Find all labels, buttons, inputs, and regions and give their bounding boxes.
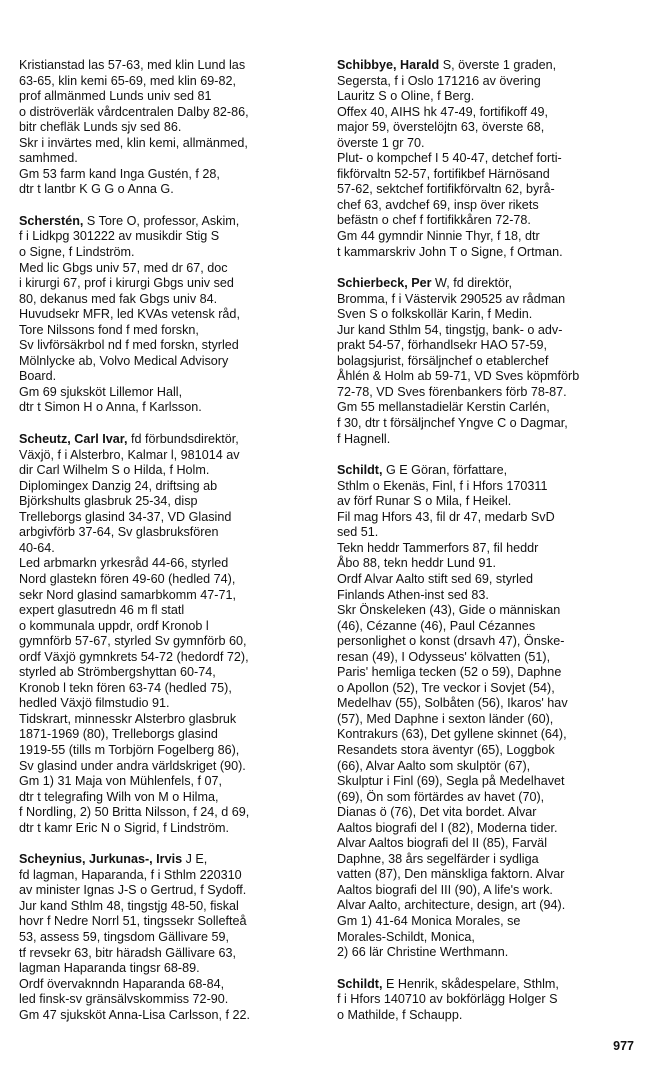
entry-line: dtr t Simon H o Anna, f Karlsson. [19,400,202,415]
biography-entry [337,58,647,260]
entry-line: Åhlén & Holm ab 59-71, VD Sves köpmförb [337,369,580,384]
entry-line: Lauritz S o Oline, f Berg. [337,89,475,104]
entry-headword: Schildt, [337,976,383,991]
entry-line: o Apollon (52), Tre veckor i Sovjet (54), [337,680,555,695]
biography-entry [337,977,647,1024]
entry-line: (57), Med Daphne i sexton länder (60), [337,711,554,726]
entry-line: Paris' hemliga tecken (52 o 59), Daphne [337,665,562,680]
entry-line: Resandets stora äventyr (65), Loggbok [337,742,555,757]
biography-entry [337,276,647,447]
entry-first-line-text: fd förbundsdirektör, [131,432,239,447]
entry-line: Plut- o kompchef I 5 40-47, detchef forti- [337,151,562,166]
entry-line: Gm 47 sjuksköt Anna-Lisa Carlsson, f 22. [19,1007,250,1022]
entry-line: o diströverläk vårdcentralen Dalby 82-86, [19,104,249,119]
entry-line: överste 1 gr 70. [337,135,425,150]
entry-headword: Scheynius, Jurkunas-, Irvis [19,852,183,867]
entry-line: 72-78, VD Sves förenbankers förb 78-87. [337,384,567,399]
entry-line: Åbo 88, tekn heddr Lund 91. [337,556,496,571]
entry-line: samhmed. [19,151,78,166]
entry-first-line [337,58,647,74]
entry-line: Gm 44 gymndir Ninnie Thyr, f 18, dtr [337,229,540,244]
entry-line: (66), Alvar Aalto som skulptör (67), [337,758,531,773]
entry-line: Gm 69 sjuksköt Lillemor Hall, [19,384,183,399]
entry-line: f i Hfors 140710 av bokförlägg Holger S [337,992,558,1007]
entry-first-line [337,463,647,479]
entry-line: dtr t kamr Eric N o Sigrid, f Lindström. [19,820,229,835]
entry-line: chef 63, avdchef 69, insp över rikets [337,197,539,212]
right-column [337,58,647,1039]
entry-line: Gm 1) 31 Maja von Mühlenfels, f 07, [19,774,222,789]
entry-headword: Schildt, [337,463,383,478]
entry-line: Aaltos biografi del III (90), A life's work. [337,882,553,897]
entry-line: fikförvaltn 52-57, fortifikbef Härnösand [337,166,550,181]
entry-line: o Mathilde, f Schaupp. [337,1007,463,1022]
entry-line: Segersta, f i Oslo 171216 av övering [337,73,541,88]
entry-line: Huvudsekr MFR, led KVAs vetensk råd, [19,307,240,322]
entry-line: tf revsekr 63, bitr häradsh Gällivare 63, [19,945,236,960]
entry-first-line-text: W, fd direktör, [435,276,513,291]
entry-line: 53, assess 59, tingsdom Gällivare 59, [19,929,230,944]
entry-line: (69), Ön som förtärdes av havet (70), [337,789,545,804]
entry-line: resan (49), I Odysseus' kölvatten (51), [337,649,551,664]
entry-line: f Nordling, 2) 50 Britta Nilsson, f 24, d 69, [19,805,250,820]
entry-line: Sv livförsäkrbol nd f med forskn, styrled [19,338,239,353]
entry-line: gymnförb 57-67, styrled Sv gymnförb 60, [19,634,247,649]
entry-line: 40-64. [19,540,55,555]
entry-line: arbgivförb 37-64, Sv glasbruksfören [19,525,219,540]
entry-line: Med lic Gbgs univ 57, med dr 67, doc [19,260,228,275]
entry-line: 1871-1969 (80), Trelleborgs glasind [19,727,218,742]
entry-line: Jur kand Sthlm 48, tingstjg 48-50, fiskal [19,898,239,913]
entry-line: hedled Växjö filmstudio 91. [19,696,170,711]
entry-line: Diplomingex Danzig 24, driftsing ab [19,478,218,493]
entry-line: Kristianstad las 57-63, med klin Lund las [19,58,246,72]
entry-line: ordf Växjö gymnkrets 54-72 (hedordf 72), [19,649,249,664]
entry-line: major 59, överstelöjtn 63, överste 68, [337,120,545,135]
entry-line: styrled ab Strömbergshyttan 60-74, [19,665,216,680]
entry-line: Sthlm o Ekenäs, Finl, f i Hfors 170311 [337,478,548,493]
entry-line: personlighet o konst (drsavh 47), Önske- [337,634,565,649]
entry-line: Medelhav (55), Solbåten (56), Ikaros' hav [337,696,568,711]
entry-line: Trelleborgs glasind 34-37, VD Glasind [19,509,232,524]
entry-first-line-text: G E Göran, författare, [385,463,508,478]
entry-line: fd lagman, Haparanda, f i Sthlm 220310 [19,867,242,882]
entry-line: prof allmänmed Lunds univ sed 81 [19,89,212,104]
entry-line: vatten (87), Den mänskliga faktorn. Alvar [337,867,565,882]
entry-line: 1919-55 (tills m Torbjörn Fogelberg 86), [19,742,240,757]
entry-line: f i Lidkpg 301222 av musikdir Stig S [19,229,220,244]
entry-line: dir Carl Wilhelm S o Hilda, f Holm. [19,463,210,478]
entry-line: 63-65, klin kemi 65-69, med klin 69-82, [19,73,237,88]
entry-first-line-text: S, överste 1 graden, [442,58,557,72]
entry-headword: Schibbye, Harald [337,58,440,72]
entry-headword: Scherstén, [19,213,84,228]
entry-line: av förf Runar S o Mila, f Heikel. [337,494,512,509]
entry-line: Bromma, f i Västervik 290525 av rådman [337,291,566,306]
entry-line: i kirurgi 67, prof i kirurgi Gbgs univ sed [19,276,234,291]
biography-entry [19,852,317,1023]
entry-line: Kontrakurs (63), Det gyllene skinnet (64), [337,727,567,742]
entry-line: Finlands Athen-inst sed 83. [337,587,489,602]
entry-line: dtr t lantbr K G G o Anna G. [19,182,174,197]
entry-first-line-text: S Tore O, professor, Askim, [86,213,240,228]
entry-line: 57-62, sektchef fortifikförvaltn 62, byrå- [337,182,555,197]
entry-line: f Hagnell. [337,431,391,446]
entry-line: Dianas ö (76), Det vita bordet. Alvar [337,805,537,820]
entry-line: Tore Nilssons fond f med forskn, [19,322,199,337]
left-column [19,58,317,1039]
entry-line: Board. [19,369,57,384]
entry-line: 2) 66 lär Christine Werthmann. [337,945,509,960]
entry-line: Offex 40, AIHS hk 47-49, fortifikoff 49, [337,104,548,119]
entry-line: Sven S o folkskollär Karin, f Medin. [337,307,533,322]
entry-line: 80, dekanus med fak Gbgs univ 84. [19,291,218,306]
entry-line: Gm 55 mellanstadielär Kerstin Carlén, [337,400,550,415]
entry-line: Gm 53 farm kand Inga Gustén, f 28, [19,166,220,181]
entry-line: Mölnlycke ab, Volvo Medical Advisory [19,353,229,368]
entry-line: Fil mag Hfors 43, fil dr 47, medarb SvD [337,509,555,524]
entry-first-line [19,214,317,230]
entry-line: Ordf övervaknndn Haparanda 68-84, [19,976,225,991]
entry-line: Skr i invärtes med, klin kemi, allmänmed, [19,135,248,150]
entry-line: o kommunala uppdr, ordf Kronob l [19,618,209,633]
entry-line: Tekn heddr Tammerfors 87, fil heddr [337,540,539,555]
entry-line: Björkshults glasbruk 25-34, disp [19,494,198,509]
entry-first-line-text: E Henrik, skådespelare, Sthlm, [385,976,559,991]
entry-line: Kronob l tekn fören 63-74 (hedled 75), [19,680,232,695]
page-number: 977 [613,1039,634,1053]
entry-first-line-text: J E, [185,852,208,867]
entry-line: hovr f Nedre Norrl 51, tingssekr Sollefteå [19,914,247,929]
entry-line: led finsk-sv gränsälvskommiss 72-90. [19,992,229,1007]
entry-line: lagman Haparanda tingsr 68-89. [19,961,200,976]
entry-first-line [19,852,317,868]
entry-line: Ordf Alvar Aalto stift sed 69, styrled [337,571,533,586]
biography-entry [19,432,317,836]
entry-line: sed 51. [337,525,379,540]
entry-line: f 30, dtr t försäljnchef Yngve C o Dagmar, [337,416,568,431]
biography-entry [19,58,317,198]
entry-line: Tidskrart, minnesskr Alsterbro glasbruk [19,711,237,726]
biography-entry [19,214,317,416]
entry-line: Sv glasind under andra världskriget (90). [19,758,246,773]
entry-line: av minister Ignas J-S o Gertrud, f Sydoff. [19,883,247,898]
entry-line: Skulptur i Finl (69), Segla på Medelhavet [337,774,565,789]
entry-line: sekr Nord glasind samarbkomm 47-71, [19,587,236,602]
entry-line: bitr chefläk Lunds sjv sed 86. [19,120,182,135]
entry-first-line [337,977,647,993]
biography-entry [337,463,647,961]
entry-line: Gm 1) 41-64 Monica Morales, se [337,913,521,928]
entry-line: t kammarskriv John T o Signe, f Ortman. [337,244,563,259]
entry-line: Morales-Schildt, Monica, [337,929,475,944]
entry-line: expert glasutredn 46 m fl statl [19,603,185,618]
entry-line: prakt 54-57, förhandlsekr HAO 57-59, [337,338,548,353]
entry-first-line [19,432,317,448]
entry-line: Aaltos biografi del I (82), Moderna tider. [337,820,558,835]
entry-line: Daphne, 38 års segelfärder i sydliga [337,851,539,866]
entry-line: o Signe, f Lindström. [19,245,135,260]
entry-line: Led arbmarkn yrkesråd 44-66, styrled [19,556,229,571]
entry-first-line [337,276,647,292]
entry-line: Nord glastekn fören 49-60 (hedled 74), [19,571,236,586]
entry-line: Växjö, f i Alsterbro, Kalmar l, 981014 av [19,447,240,462]
entry-headword: Scheutz, Carl Ivar, [19,432,128,447]
entry-line: Alvar Aalto, architecture, design, art (94). [337,898,566,913]
entry-line: (46), Cézanne (46), Paul Cézannes [337,618,536,633]
entry-line: bolagsjurist, försäljnchef o etablerchef [337,353,549,368]
entry-line: Skr Önskeleken (43), Gide o människan [337,603,561,618]
entry-line: Alvar Aaltos biografi del II (85), Farväl [337,836,547,851]
entry-line: befästn o chef f fortifikkåren 72-78. [337,213,531,228]
entry-line: Jur kand Sthlm 54, tingstjg, bank- o adv- [337,322,563,337]
entry-line: dtr t telegrafing Wilh von M o Hilma, [19,789,219,804]
entry-headword: Schierbeck, Per [337,276,432,291]
